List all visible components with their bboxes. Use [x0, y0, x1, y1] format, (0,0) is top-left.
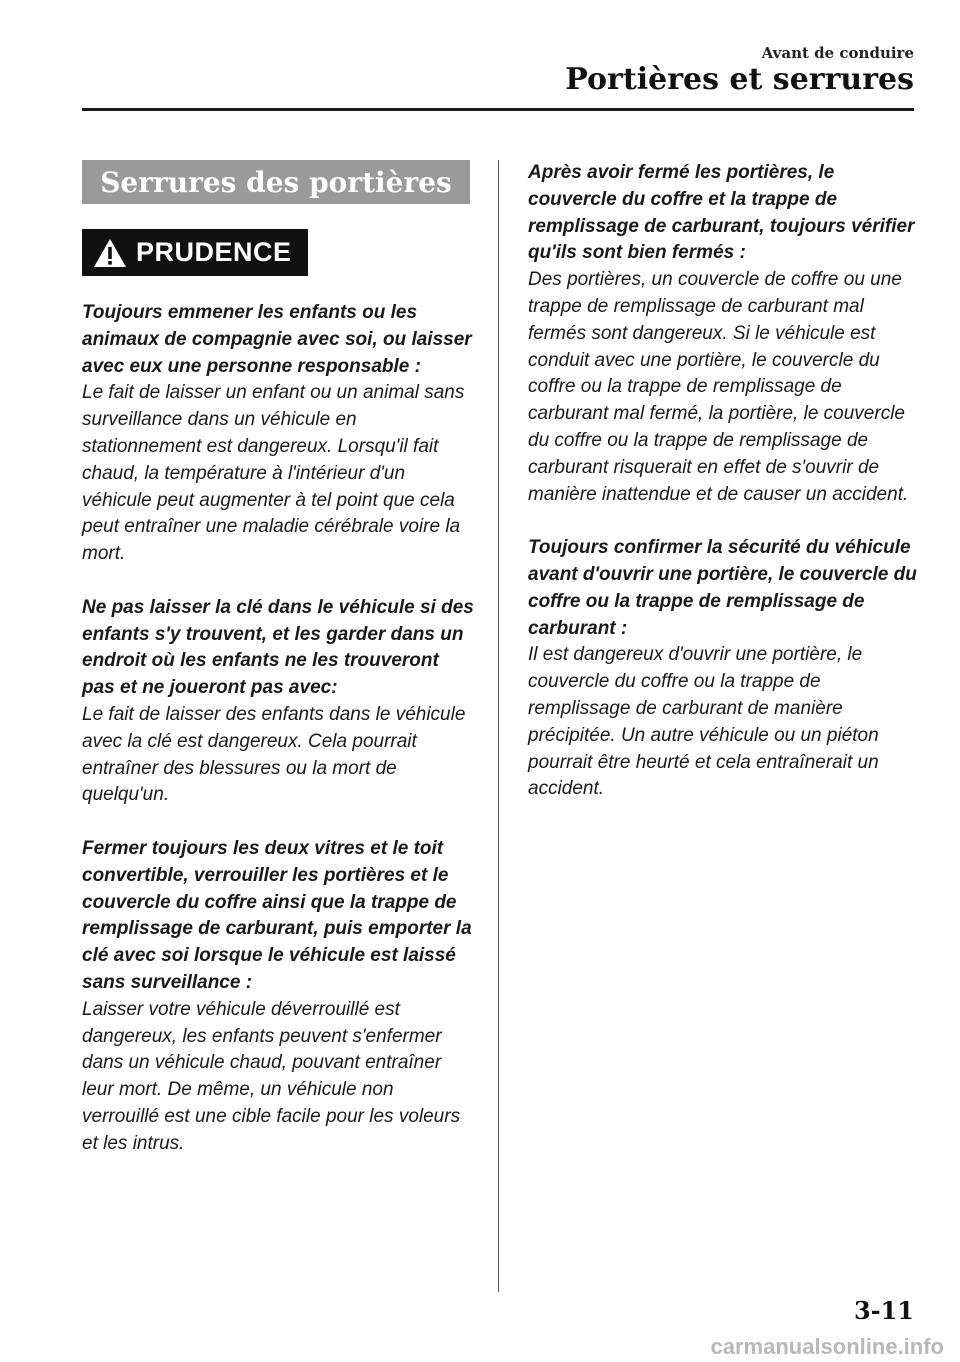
column-divider — [498, 160, 499, 1292]
page-number: 3-11 — [853, 1296, 914, 1325]
header-rule — [82, 108, 914, 111]
caution-body: Laisser votre véhicule déverrouillé est dangereux, les enfants peuvent s'enfermer dans un véhicule chaud, pouvant entraîner leur mort. De même, un véhicule non verrouillé est une cible facile pour les voleurs et les intrus. — [82, 998, 461, 1154]
caution-heading: Toujours confirmer la sécurité du véhicule avant d'ouvrir une portière, le couvercle du coffre ou la trappe de remplissage de carburant : — [528, 537, 917, 639]
left-column — [82, 300, 474, 1184]
caution-paragraph — [82, 300, 474, 568]
caution-paragraph — [528, 535, 922, 803]
caution-paragraph — [82, 595, 474, 809]
watermark: carmanualsonline.info — [710, 1334, 944, 1359]
caution-body: Le fait de laisser un enfant ou un animal sans surveillance dans un véhicule en stationnement est dangereux. Lorsqu'il fait chaud, la température à l'intérieur d'un véhicule peut augmenter à tel point que cela peut entraîner une maladie cérébrale voire la mort. — [82, 382, 465, 565]
caution-body: Des portières, un couvercle de coffre ou une trappe de remplissage de carburant mal fermés sont dangereux. Si le véhicule est conduit avec une portière, le couvercle du coffre ou la trappe de remplissage de carburant mal fermé, la portière, le couvercle du coffre ou la trappe de remplissage de carburant risquerait en effet de s'ouvrir de manière inattendue et de causer un accident. — [528, 269, 909, 505]
caution-heading: Après avoir fermé les portières, le couvercle du coffre et la trappe de remplissage de carburant, toujours vérifier qu'ils sont bien fermés : — [528, 162, 915, 264]
caution-heading: Ne pas laisser la clé dans le véhicule si des enfants s'y trouvent, et les garder dans un endroit où les enfants ne les trouveront pas et ne joueront pas avec: — [82, 596, 474, 699]
caution-paragraph — [82, 836, 474, 1158]
prudence-badge — [82, 229, 308, 276]
caution-heading: Fermer toujours les deux vitres et le toit convertible, verrouiller les portières et le couvercle du coffre ainsi que la trappe de remplissage de carburant, puis emporter la clé avec soi lorsque le véhicule est laissé sans surveillance : — [82, 837, 472, 993]
chapter-header: Avant de conduire — [761, 44, 914, 62]
caution-body: Le fait de laisser des enfants dans le véhicule avec la clé est dangereux. Cela pourrait entraîner des blessures ou la mort de quelqu'un. — [82, 703, 466, 806]
caution-heading: Toujours emmener les enfants ou les animaux de compagnie avec soi, ou laisser avec eux une personne responsable : — [82, 302, 472, 377]
caution-paragraph — [528, 160, 922, 508]
prudence-label: PRUDENCE — [136, 237, 292, 267]
section-header: Portières et serrures — [565, 62, 914, 97]
section-title-banner: Serrures des portières — [82, 160, 470, 204]
caution-body: Il est dangereux d'ouvrir une portière, le couvercle du coffre ou la trappe de remplissage de carburant de manière précipitée. Un autre véhicule ou un piéton pourrait être heurté et cela entraînerait un accident. — [528, 644, 879, 800]
warning-triangle-icon — [92, 237, 128, 269]
right-column — [528, 160, 922, 830]
